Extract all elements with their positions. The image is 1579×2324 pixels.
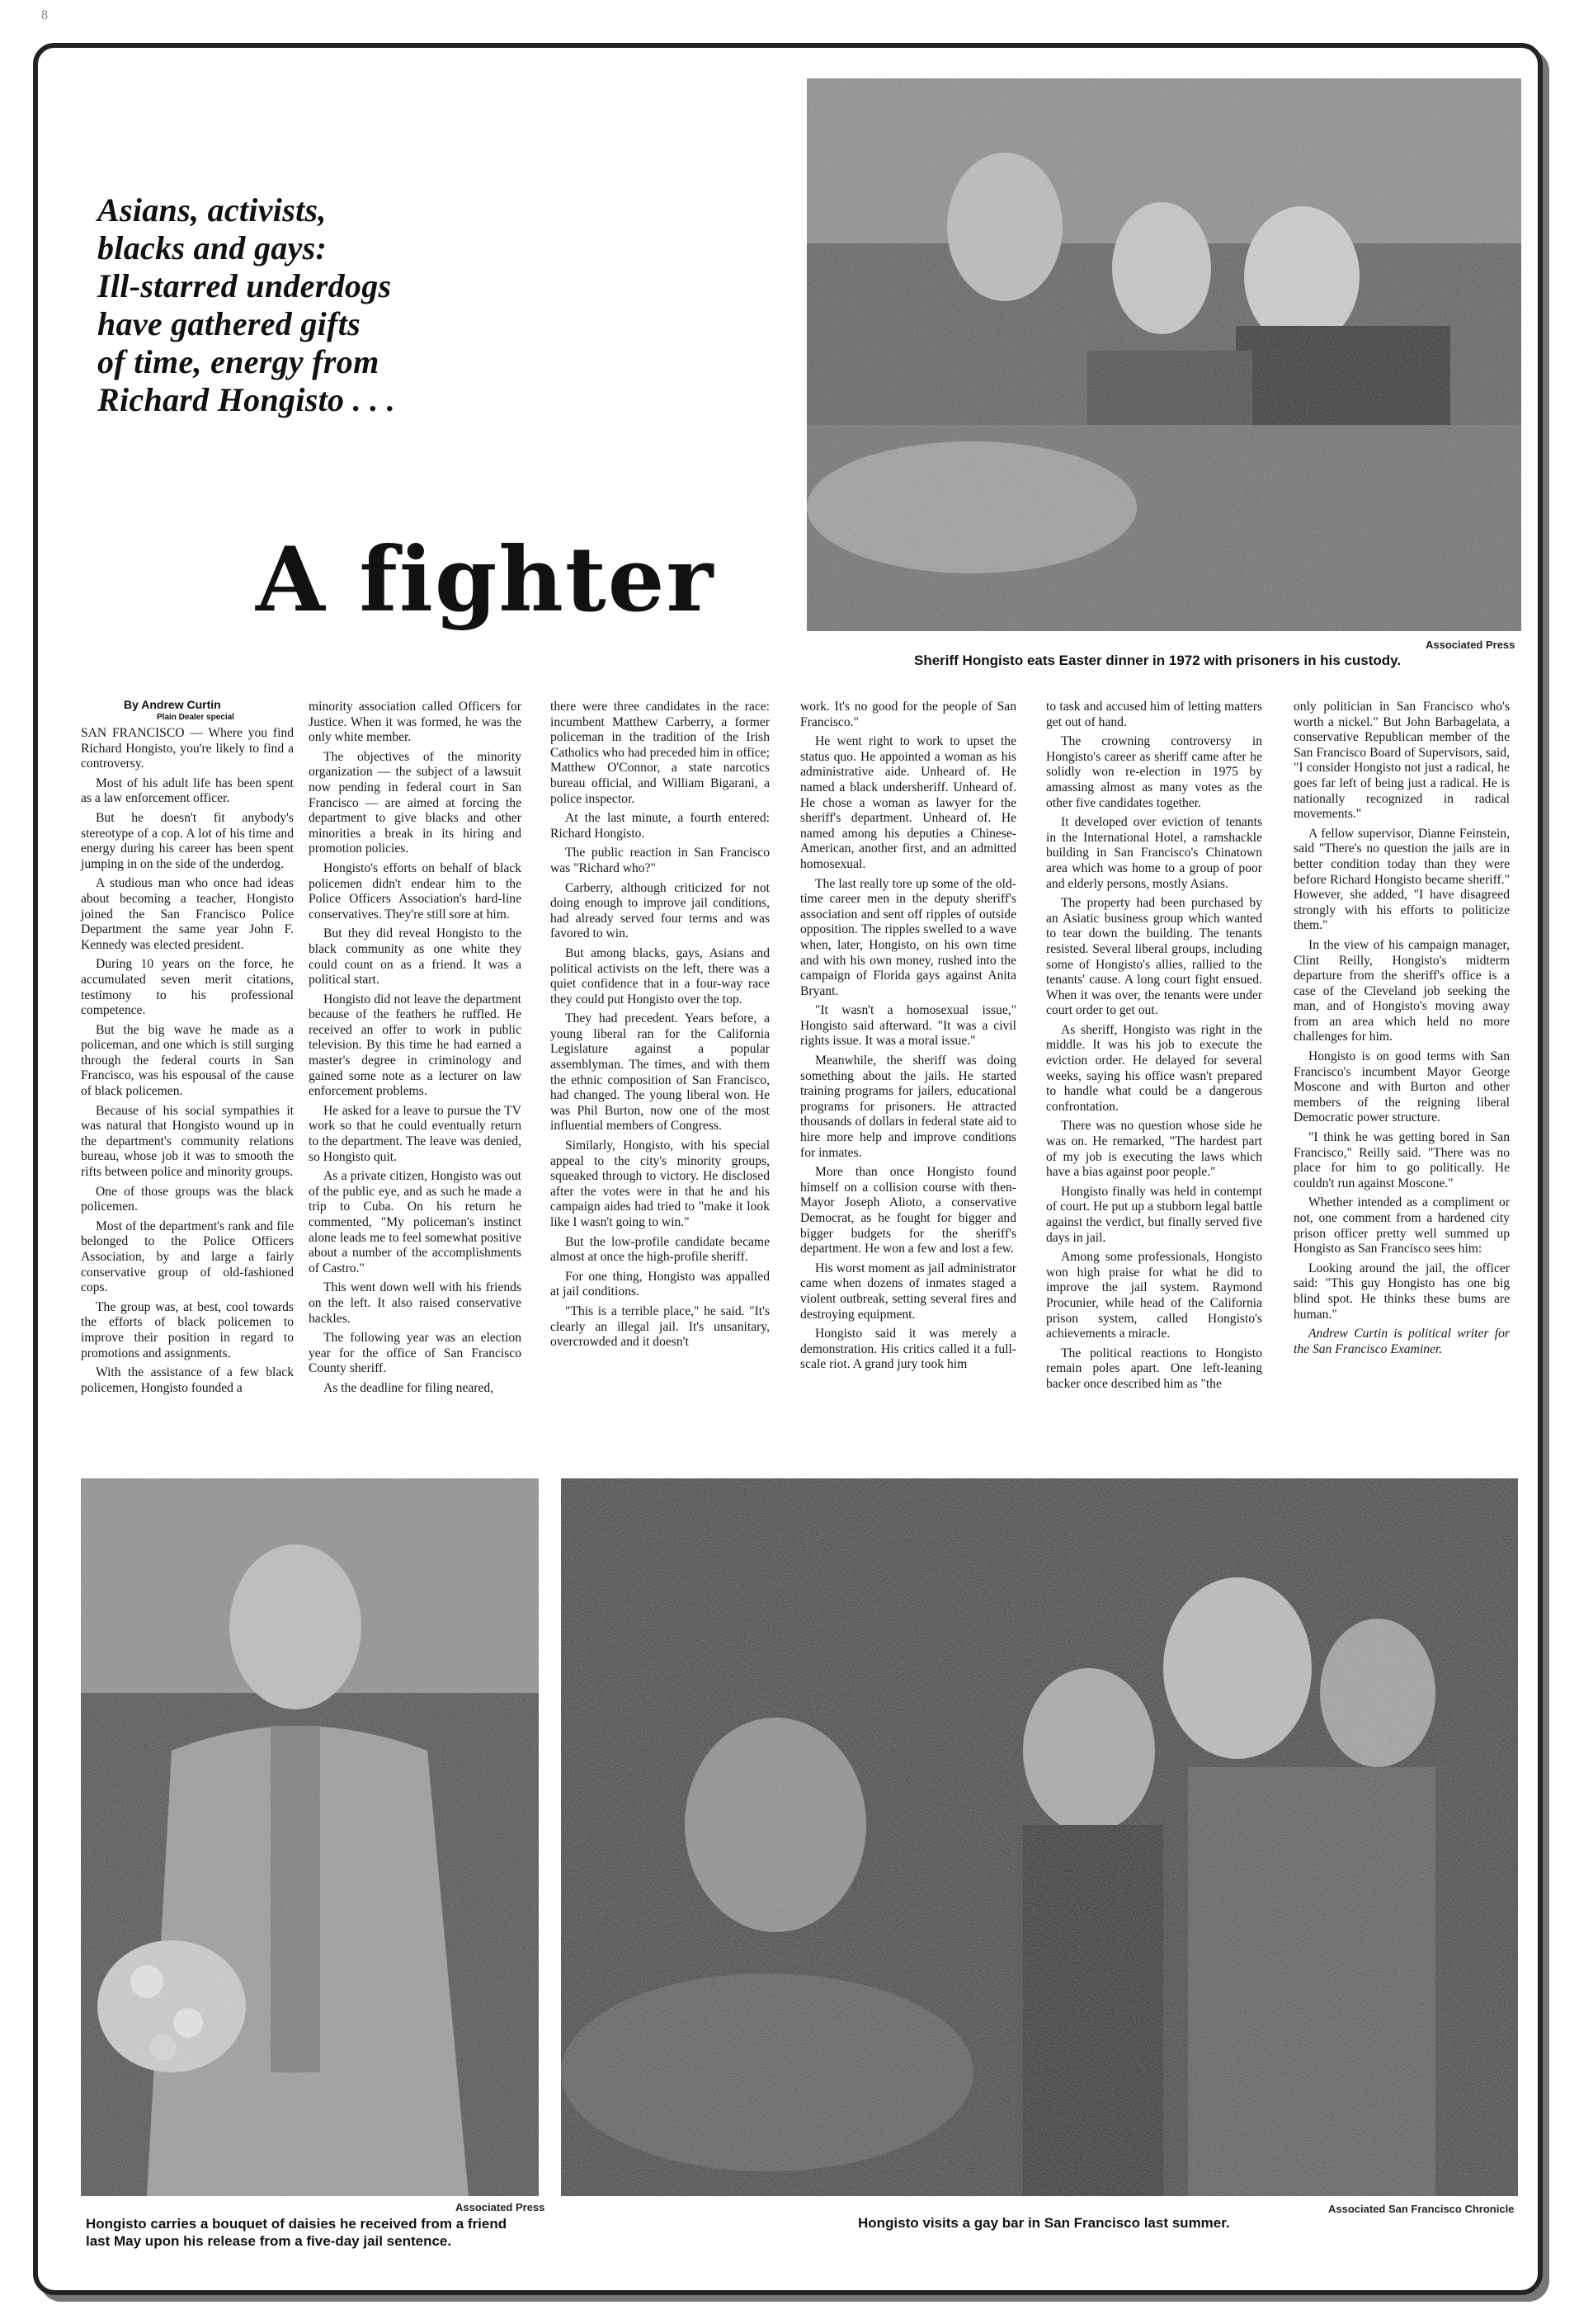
paragraph: But they did reveal Hongisto to the black community as one white they could count on as a friend. It was a political start.	[309, 926, 521, 988]
photo-caption: Hongisto visits a gay bar in San Francisco last summer.	[858, 2215, 1230, 2231]
blurb	[97, 191, 485, 419]
paragraph: The following year was an election year for the office of San Francisco County sheriff.	[309, 1331, 521, 1376]
paragraph: "This is a terrible place," he said. "It's clearly an illegal jail. It's unsanitary, overcrowded and it doesn't	[550, 1303, 770, 1350]
paragraph: But among blacks, gays, Asians and political activists on the left, there was a quiet confidence that in a four-way race they could put Hongisto over the top.	[550, 945, 770, 1006]
paragraph: They had precedent. Years before, a young liberal ran for the California Legislature against a popular assemblyman. The times, and with them the ethnic composition of San Francisco, had changed. The young liberal won. He was Phil Burton, now one of the most influential members of Congress.	[550, 1011, 770, 1134]
paragraph: minority association called Officers for Justice. When it was formed, he was the only white member.	[309, 700, 521, 745]
article-column-3	[550, 700, 770, 1355]
article-column-4	[800, 700, 1016, 1377]
paragraph: "It wasn't a homosexual issue," Hongisto said afterward. "It was a civil rights issue. It was a moral issue."	[800, 1003, 1016, 1049]
paragraph: As the deadline for filing neared,	[323, 1380, 494, 1395]
photo-gay-bar	[561, 1478, 1518, 2196]
blurb-line: have gathered gifts	[97, 305, 361, 342]
headline: A fighter	[256, 528, 715, 632]
paragraph: With the assistance of a few black policemen, Hongisto founded a	[81, 1365, 294, 1395]
page-top-fragment: 8	[41, 8, 49, 22]
paragraph: Most of his adult life has been spent as a law enforcement officer.	[81, 775, 294, 806]
paragraph: SAN FRANCISCO — Where you find Richard Hongisto, you're likely to find a controversy.	[81, 726, 294, 771]
paragraph: there were three candidates in the race: incumbent Matthew Carberry, a former policeman in the tradition of the Irish Catholics who had preceded him in office; Matthew O'Connor, a state narcotics bureau official, and William Bigarani, a police inspector.	[550, 700, 770, 806]
paragraph: only politician in San Francisco who's worth a nickel." But John Barbagelata, a conservative Republican member of the San Francisco Board of Supervisors, said, "I consider Hongisto not just a radical, he goes far left of being just a radical. He is nationally recognized in radical movements."	[1294, 700, 1510, 822]
paragraph: As a private citizen, Hongisto was out of the public eye, and as such he made a trip to Cuba. On his return he commented, "My policeman's instinct alone leads me to feel somewhat positive about a number of the accomplishments of Castro."	[309, 1169, 521, 1275]
paragraph: Most of the department's rank and file belonged to the Police Officers Association, by and large a fairly conservative group of old-fashioned cops.	[81, 1219, 294, 1295]
paragraph: Similarly, Hongisto, with his special appeal to the city's minority groups, squeaked through to victory. He disclosed after the votes were in that he and his campaign aides had tried to "make it look like I wasn't going to win."	[550, 1138, 770, 1229]
photo-daisies	[81, 1478, 539, 2196]
paragraph: Whether intended as a compliment or not, one comment from a hardened city prison officer pretty well summed up Hongisto as San Francisco sees him:	[1294, 1195, 1510, 1256]
paragraph: The objectives of the minority organization — the subject of a lawsuit now pending in federal court in San Francisco — are aimed at forcing the department to give blacks and other minorities a break in its hiring and promotion policies.	[309, 749, 521, 856]
photo-credit: Associated San Francisco Chronicle	[1328, 2203, 1515, 2215]
paragraph: The property had been purchased by an Asiatic business group which wanted to tear down the building. The tenants resisted. Several liberal groups, including some of Hongisto's allies, rallied to the tenants' cause. A long court fight ensued. When it was over, the tenants were under court order to get out.	[1046, 896, 1262, 1018]
paragraph: But the low-profile candidate became almost at once the high-profile sheriff.	[550, 1234, 770, 1265]
paragraph: The last really tore up some of the old-time career men in the deputy sheriff's association and sent off ripples of outside opposition. The ripples swelled to a wave when, later, Hongisto, on his own time and with his own money, rushed into the campaign of Florida gays against Anita Bryant.	[800, 876, 1016, 998]
article-column-1	[81, 726, 294, 1400]
photo-credit: Associated Press	[455, 2201, 545, 2213]
paragraph: In the view of his campaign manager, Clint Reilly, Hongisto's midterm departure from the sheriff's office is a case of the Cleveland job seeking the man, and of Hongisto's moving away from an area which held no more challenges for him.	[1294, 937, 1510, 1044]
paragraph: Hongisto's efforts on behalf of black policemen didn't endear him to the Police Officers Association's hard-line conservatives. They're still sore at him.	[309, 860, 521, 922]
article-column-2	[309, 700, 521, 1401]
paragraph: Hongisto is on good terms with San Francisco's incumbent Mayor George Moscone and with Burton and other members of the reigning liberal Democratic power structure.	[1294, 1049, 1510, 1125]
paragraph: As sheriff, Hongisto was right in the middle. It was his job to execute the eviction order. He delayed for several weeks, saying his office wasn't prepared to handle what could be a dangerous confrontation.	[1046, 1022, 1262, 1114]
blurb-line: Ill-starred underdogs	[97, 267, 392, 304]
blurb-line: Richard Hongisto . . .	[97, 381, 396, 418]
paragraph: The public reaction in San Francisco was "Richard who?"	[550, 846, 770, 875]
caption-line: Hongisto carries a bouquet of daisies he received from a friend	[86, 2216, 507, 2232]
paragraph: Carberry, although criticized for not doing enough to improve jail conditions, had already served four terms and was favored to win.	[550, 880, 770, 941]
paragraph: Among some professionals, Hongisto won high praise for what he did to improve the jail system. Raymond Procunier, while head of the California prison system, called Hongisto's achievements a miracle.	[1046, 1250, 1262, 1341]
paragraph: Hongisto finally was held in contempt of court. He put up a stubborn legal battle against the verdict, but finally served five days in jail.	[1046, 1184, 1262, 1245]
paragraph: "I think he was getting bored in San Francisco," Reilly said. "There was no place for him to go politically. He couldn't run against Moscone."	[1294, 1130, 1510, 1190]
paragraph: It developed over eviction of tenants in the International Hotel, a ramshackle building in San Francisco's Chinatown area which was home to a group of poor and elderly persons, mostly Asians.	[1046, 815, 1262, 891]
paragraph: to task and accused him of letting matters get out of hand.	[1046, 700, 1262, 729]
author-note: Andrew Curtin is political writer for the San Francisco Examiner.	[1294, 1327, 1510, 1356]
photo-caption	[86, 2215, 507, 2250]
photo-credit: Associated Press	[1426, 639, 1515, 651]
paragraph: Hongisto did not leave the department because of the feathers he ruffled. He received an offer to work in public television. By this time he had earned a master's degree in criminology and gained some note as a lecturer on law enforcement problems.	[309, 992, 521, 1099]
photo-caption: Sheriff Hongisto eats Easter dinner in 1972 with prisoners in his custody.	[914, 653, 1402, 668]
paragraph: During 10 years on the force, he accumulated seven merit citations, testimony to his professional competence.	[81, 957, 294, 1018]
paragraph: Looking around the jail, the officer said: "This guy Hongisto has one big blind spot. He thinks these bums are human."	[1294, 1261, 1510, 1322]
paragraph: More than once Hongisto found himself on a collision course with then-Mayor Joseph Alioto, a conservative Democrat, as he fought for bigger and bigger budgets for the sheriff's department. He won a few and lost a few.	[800, 1165, 1016, 1256]
paragraph: Hongisto said it was merely a demonstration. His critics called it a full-scale riot. A grand jury took him	[800, 1327, 1016, 1372]
paragraph: Meanwhile, the sheriff was doing something about the jails. He started training programs for jailers, educational programs for prisoners. He attracted thousands of dollars in federal state aid to hire more help and improve conditions for inmates.	[800, 1054, 1016, 1160]
blurb-line: of time, energy from	[97, 343, 379, 380]
paragraph: There was no question whose side he was on. He remarked, "The hardest part of my job is executing the laws which have a bias against poor people."	[1046, 1119, 1262, 1180]
paragraph: One of those groups was the black policemen.	[81, 1184, 294, 1214]
photo-easter-dinner	[807, 78, 1521, 631]
paragraph: work. It's no good for the people of San Francisco."	[800, 700, 1016, 729]
paragraph: A studious man who once had ideas about becoming a teacher, Hongisto joined the San Francisco Police Department the same year John F. Kennedy was elected president.	[81, 876, 294, 952]
paragraph: This went down well with his friends on the left. It also raised conservative hackles.	[309, 1280, 521, 1326]
paragraph: But the big wave he made as a policeman, and one which is still surging through the federal courts in San Francisco, was his espousal of the cause of black policemen.	[81, 1022, 294, 1099]
blurb-line: Asians, activists,	[97, 191, 327, 229]
caption-line: last May upon his release from a five-day jail sentence.	[86, 2233, 452, 2249]
paragraph: The crowning controversy in Hongisto's career as sheriff came after he solidly won re-election in 1975 by amassing almost as many votes as the other five candidates together.	[1046, 734, 1262, 810]
byline: By Andrew Curtin	[124, 698, 221, 711]
paragraph: But he doesn't fit anybody's stereotype of a cop. A lot of his time and energy during his career has been spent jumping in on the side of the underdog.	[81, 810, 294, 871]
paragraph: He went right to work to upset the status quo. He appointed a woman as his administrative aide. Unheard of. He named a black undersheriff. Unheard of. He chose a woman as lawyer for the sheriff's department. Unheard of. He named among his deputies a Chinese-American, another first, and an admitted homosexual.	[800, 734, 1016, 871]
paragraph: The political reactions to Hongisto remain poles apart. One left-leaning backer once described him as "the	[1046, 1346, 1262, 1391]
paragraph: The group was, at best, cool towards the efforts of black policemen to improve their position in regard to promotions and assignments.	[81, 1299, 294, 1360]
paragraph: For one thing, Hongisto was appalled at jail conditions.	[550, 1269, 770, 1299]
paragraph: A fellow supervisor, Dianne Feinstein, said "There's no question the jails are in better condition today than they were before Richard Hongisto became sheriff." However, she added, "I have disagreed strongly with his efforts to politicize them."	[1294, 826, 1510, 933]
paragraph: At the last minute, a fourth entered: Richard Hongisto.	[550, 811, 770, 841]
article-column-5	[1046, 700, 1262, 1397]
paragraph: He asked for a leave to pursue the TV work so that he could eventually return to the department. The leave was denied, so Hongisto quit.	[309, 1103, 521, 1164]
byline-sub: Plain Dealer special	[157, 713, 234, 722]
article-column-6	[1294, 700, 1510, 1361]
paragraph: Because of his social sympathies it was natural that Hongisto wound up in the department's community relations bureau, whose job it was to smooth the rifts between police and minority groups.	[81, 1103, 294, 1180]
paragraph: His worst moment as jail administrator came when dozens of inmates staged a violent outbreak, setting several fires and destroying equipment.	[800, 1261, 1016, 1322]
blurb-line: blacks and gays:	[97, 229, 328, 266]
